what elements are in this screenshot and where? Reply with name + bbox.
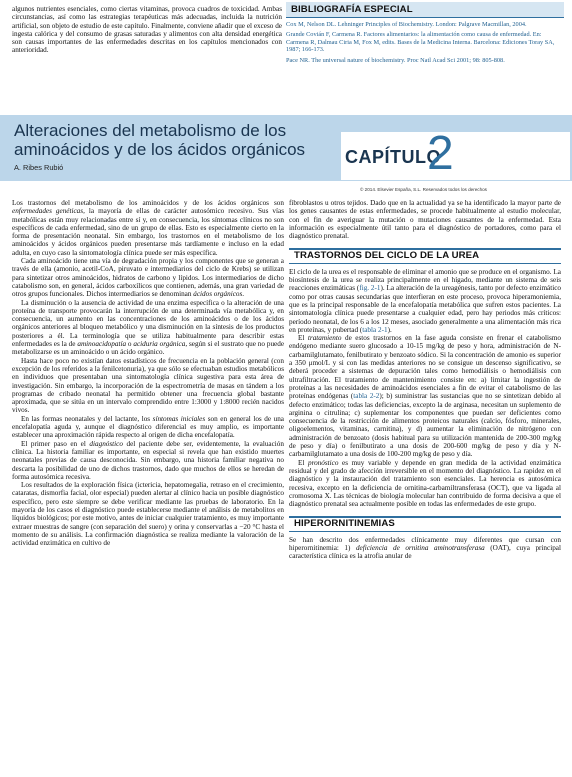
paragraph: fibroblastos u otros tejidos. Dado que en la actualidad ya se ha identificado la mayor parte de los genes causantes de estas enfermedades, se procede habitualmente al estudio molecular, con el fin de averiguar la mutación o mutaciones causantes de la enfermedad. Esta información es especialmente útil tanto para el diagnóstico de portadores, como para el diagnóstico prenatal. bbox=[289, 199, 561, 241]
paragraph: Los resultados de la exploración física (ictericia, hepatomegalia, retraso en el crecimiento, cataratas, dismorfia facial, olor especial) pueden alertar al clínico hacia un posible diagnóstico específico, pero este siempre se debe verificar mediante las pruebas de laboratorio. En la mayoría de los casos el diagnóstico puede establecerse mediante el análisis de metabolitos en líquidos biológicos; por este motivo, antes de iniciar cualquier tratamiento, es muy importante extraer muestras de sangre (con separación del suero) y orina y conservarlas a −20 °C hasta el momento de su análisis. La confirmación diagnóstica se realiza mediante la valoración de la actividad enzimática en cultivo de bbox=[12, 481, 284, 548]
paragraph: El tratamiento de estos trastornos en la fase aguda consiste en frenar el catabolismo endógeno mediante suero glucosado a 10-15 mg/kg de peso y hora, administración de N-carbamilglutamato, fenilbutirato y benzoato sódico. Si la concentración de amonio es superior a 350 μmol/L y si con las medidas anteriores no se consigue un descenso significativo, se deberá proceder a sistemas de depuración tales como hemodiálisis o hemodiálisis con ultrafiltración. El tratamiento de mantenimiento consiste en: a) limitar la ingestión de proteínas a las necesidades de aminoácidos esenciales a fin de evitar el catabolismo de las proteínas endógenas (tabla 2-2); b) suministrar las sustancias que no se sintetizan debido al defecto enzimático; todas las deficiencias, excepto la de arginasa, necesitan un suplemento de arginina o citrulina; c) suplementar los componentes que puedan ser deficientes como consecuencia de la restricción de alimentos proteicos naturales (calcio, fósforo, minerales, oligoelementos, vitaminas, carnitina), y d) aumentar la eliminación de nitrógeno con administración de benzoato (dosis habitual para su utilización mantenida de 200-300 mg/kg de peso y día) o fenilbutirato a una dosis de 200-600 mg/kg de peso y día y N-carbamilglutamato a una dosis de 100-200 mg/kg de peso y día. bbox=[289, 334, 561, 459]
bibliography-heading: BIBLIOGRAFÍA ESPECIAL bbox=[286, 2, 564, 18]
urea-cycle-heading: TRASTORNOS DEL CICLO DE LA UREA bbox=[289, 248, 561, 263]
paragraph: En las formas neonatales y del lactante, los síntomas iniciales son en general los de una encefalopatía aguda y, aunque el diagnóstico diferencial es muy amplio, es importante establecer una aproximación rápida respecto al origen de dicha encefalopatía. bbox=[12, 414, 284, 440]
copyright-notice: © 2014. Elsevier España, S.L. Reservados todos los derechos bbox=[360, 187, 487, 192]
hyperornithinemia-heading: HIPERORNITINEMIAS bbox=[289, 516, 561, 531]
chapter-title: Alteraciones del metabolismo de los aminoácidos y de los ácidos orgánicos bbox=[14, 121, 306, 159]
chapter-author: A. Ribes Rubió bbox=[14, 163, 64, 172]
paragraph: Hasta hace poco no existían datos estadísticos de frecuencia en la población general (con excepción de los referidos a la fenilcetonuria), ya que sólo se efectuaban estudios metabólicos en individuos que presentaban una sintomatología clínica sugestiva para esta área de investigación. Sin embargo, la incorporación de la espectrometría de masas en tándem a los programas de cribado neonatal ha permitido obtener una frecuencia global bastante aproximada, que se sitúa en un intervalo comprendido entre 1:3000 y 1:8000 recién nacidos vivos. bbox=[12, 356, 284, 415]
chapter-number: 2 bbox=[427, 127, 454, 180]
table-link[interactable]: tabla 2-2 bbox=[353, 392, 380, 401]
bibliography-section bbox=[286, 2, 564, 64]
paragraph: El pronóstico es muy variable y depende en gran medida de la actividad enzimática residual y del grado de afección irreversible en el momento del diagnóstico. La rapidez en el diagnóstico y la instauración del tratamiento son esenciales. La herencia es autosómica recesiva, excepto en la deficiencia de ornitina-carbamiltransferasa (OCT), que va ligada al cromosoma X. Las técnicas de biología molecular han contribuido de forma decisiva a que el diagnóstico prenatal sea actualmente posible en todas las enfermedades de este grupo. bbox=[289, 458, 561, 509]
bibliography-entry[interactable]: Pace NR. The universal nature of biochemistry. Proc Natl Acad Sci 2001; 98: 805-808. bbox=[286, 56, 505, 64]
figure-link[interactable]: fig. 2-1 bbox=[359, 284, 381, 293]
left-column bbox=[12, 199, 284, 547]
bibliography-entry[interactable]: Cox M, Nelson DL. Lehninger Principles of Biochemistry. London: Palgrave Macmillan, 2004. bbox=[286, 21, 527, 28]
chapter-label-box bbox=[341, 127, 570, 180]
paragraph: Cada aminoácido tiene una vía de degradación propia y los componentes que se generan a través de ella (amonio, acetil-CoA, piruvato e intermediarios del ciclo de Krebs) se utilizan para sintetizar otros aminoácidos, hidratos de carbono y lípidos. Los intermediarios de dicho catabolismo son, en general, ácidos carboxílicos que contienen, además, una gran variedad de otros grupos funcionales. Dichos intermediarios se denominan ácidos orgánicos. bbox=[12, 257, 284, 299]
previous-chapter-text bbox=[12, 5, 282, 55]
paragraph: El primer paso en el diagnóstico del paciente debe ser, evidentemente, la evaluación clínica. La historia familiar es importante, en especial si revela que han existido muertes neonatales previas de causa desconocida. Sin embargo, una historia familiar negativa no descarta la posibilidad de uno de dichos trastornos, dado que muchos de ellos se heredan de forma autosómica recesiva. bbox=[12, 439, 284, 481]
chapter-label: CAPÍTULO bbox=[345, 147, 441, 167]
paragraph: Los trastornos del metabolismo de los aminoácidos y de los ácidos orgánicos son enfermedades genéticas, la mayoría de ellas de carácter autosómico recesivo. Sus vías metabólicas están muy relacionadas entre sí y, en consecuencia, los síntomas clínicos no son específicos de cada enfermedad, sino de un grupo de ellas. Esto es especialmente cierto en la forma de presentación neonatal. Sin embargo, los trastornos en el metabolismo de los aminoácidos y ácidos orgánicos pueden presentarse más tardíamente e incluso en la edad adulta, en cuyo caso la sintomatología clínica puede ser más específica. bbox=[12, 199, 285, 257]
bibliography-entry[interactable]: Grande Covián F, Carmena R. Factores alimentarios: la alimentación como causa de enfermedad. En: Carmena R, Dalmau Ciria M, Fox M, edits. Bases de la Medicina Interna. Barcelona: Ediciones Toray SA, 1987; 166-173. bbox=[286, 31, 555, 54]
right-column bbox=[289, 199, 561, 561]
paragraph: Se han descrito dos enfermedades clínicamente muy diferentes que cursan con hiperornitinemia: 1) deficiencia de ornitina aminotransferasa (OAT), cuya principal característica clínica es la atrofia anular de bbox=[289, 535, 561, 561]
paragraph: El ciclo de la urea es el responsable de eliminar el amonio que se produce en el organismo. La biosíntesis de la urea se realiza principalmente en el hígado, mediante un sistema de seis reacciones enzimáticas (fig. 2-1). La alteración de la ureagénesis, tanto por defecto enzimático como por otras causas secundarias que interfieran en este proceso, provoca hiperamoniemia, que es la principal responsable de la encefalopatía metabólica que sufren estos pacientes. La sintomatología clínica puede presentarse a cualquier edad, pero hay periodos más críticos: período neonatal, de los 6 a los 12 meses, asociado generalmente a una alimentación más rica en proteínas, y pubertad (tabla 2-1). bbox=[289, 267, 561, 334]
table-link[interactable]: tabla 2-1 bbox=[362, 325, 388, 334]
paragraph: algunos nutrientes esenciales, como ciertas vitaminas, provoca cuadros de toxicidad. Ambas circunstancias, así como las estrategias terapéuticas más adecuadas, incluida la nutrición artificial, son objeto de estudio de este capítulo. Finalmente, conviene añadir que el exceso de ingesta calórica y del consumo de grasas saturadas y alimentos con alta densidad energética son causas importantes de las enfermedades descritas en los capítulos mencionados con anterioridad. bbox=[12, 5, 282, 55]
paragraph: La disminución o la ausencia de actividad de una enzima específica o la alteración de una proteína de transporte provocarán la interrupción de una determinada vía metabólica y, en consecuencia, un aumento en las concentraciones de los aminoácidos o de los ácidos orgánicos anteriores al bloqueo metabólico y una disminución en la síntesis de los productos posteriores a él. La terminología que se utiliza habitualmente para describir estas enfermedades es la de aminoacidopatía o aciduria orgánica, según si el sustrato que no puede metabolizarse es un aminoácido o un ácido orgánico. bbox=[12, 298, 285, 357]
